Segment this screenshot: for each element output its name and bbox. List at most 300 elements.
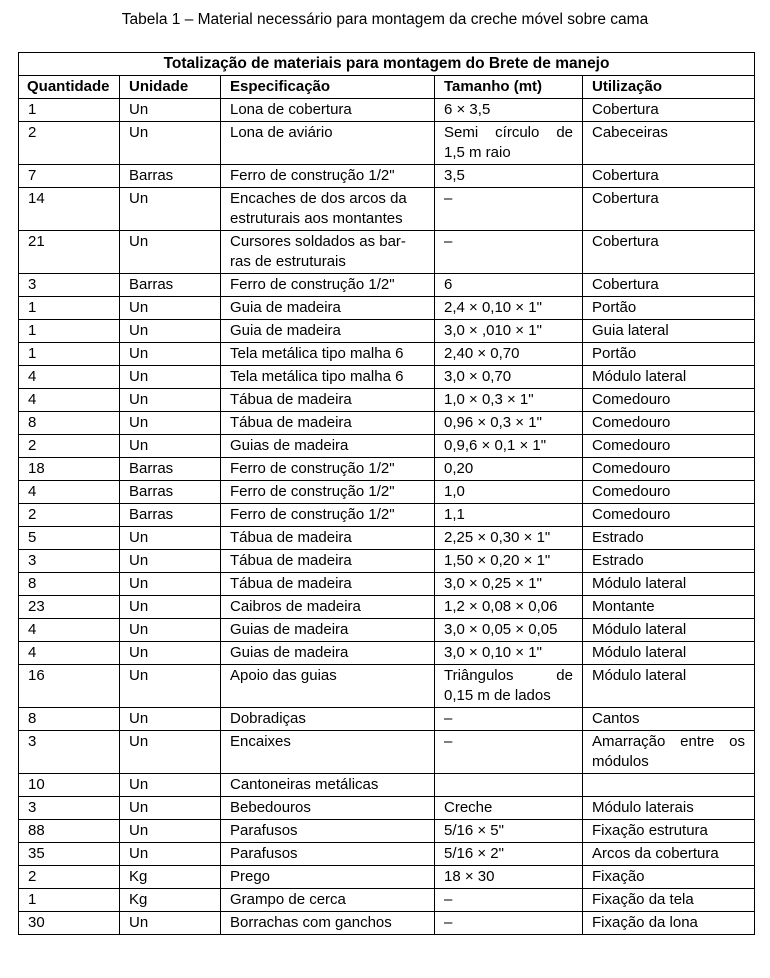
cell-quantidade: 4 (19, 642, 120, 665)
cell-tamanho (435, 188, 583, 231)
cell-unidade: Un (120, 550, 221, 573)
table-row (19, 912, 755, 935)
cell-tamanho-line: 3,5 (444, 167, 465, 184)
cell-quantidade: 4 (19, 366, 120, 389)
cell-tamanho-line: 2,25 × 0,30 × 1" (444, 529, 551, 546)
cell-especificacao-line: Encaixes (230, 733, 291, 750)
header-unidade: Unidade (120, 76, 221, 99)
cell-utilizacao-line: Amarração entre os (592, 733, 746, 750)
cell-tamanho (435, 527, 583, 550)
cell-unidade: Un (120, 527, 221, 550)
cell-tamanho-line: 3,0 × 0,70 (444, 368, 512, 385)
cell-utilizacao (583, 619, 755, 642)
cell-especificacao-line: Tábua de madeira (230, 575, 352, 592)
cell-quantidade: 21 (19, 231, 120, 274)
cell-especificacao-line: Caibros de madeira (230, 598, 361, 615)
cell-tamanho-line: 1,5 m raio (444, 144, 511, 161)
cell-especificacao (221, 435, 435, 458)
cell-quantidade: 2 (19, 866, 120, 889)
cell-tamanho (435, 504, 583, 527)
cell-utilizacao (583, 889, 755, 912)
cell-tamanho-line: 6 × 3,5 (444, 101, 491, 118)
cell-utilizacao-line: Cantos (592, 710, 640, 727)
cell-utilizacao-line: Módulo laterais (592, 799, 694, 816)
cell-especificacao-line: Tábua de madeira (230, 529, 352, 546)
cell-tamanho (435, 573, 583, 596)
cell-utilizacao-line: Fixação (592, 868, 645, 885)
cell-especificacao-line: Ferro de construção 1/2" (230, 167, 395, 184)
cell-utilizacao (583, 343, 755, 366)
table-row (19, 731, 755, 774)
cell-quantidade: 16 (19, 665, 120, 708)
cell-utilizacao-line: Cobertura (592, 233, 659, 250)
cell-tamanho-line: – (444, 710, 453, 727)
cell-especificacao-line: Parafusos (230, 845, 298, 862)
cell-tamanho-line: 3,0 × 0,10 × 1" (444, 644, 542, 661)
cell-tamanho-line: 3,0 × 0,05 × 0,05 (444, 621, 558, 638)
cell-utilizacao (583, 458, 755, 481)
cell-quantidade: 2 (19, 122, 120, 165)
cell-unidade: Un (120, 412, 221, 435)
header-tamanho: Tamanho (mt) (435, 76, 583, 99)
table-row (19, 99, 755, 122)
header-utilizacao: Utilização (583, 76, 755, 99)
cell-especificacao (221, 527, 435, 550)
cell-unidade: Un (120, 843, 221, 866)
cell-utilizacao (583, 820, 755, 843)
cell-especificacao (221, 731, 435, 774)
cell-especificacao (221, 708, 435, 731)
cell-utilizacao (583, 188, 755, 231)
cell-especificacao (221, 912, 435, 935)
cell-quantidade: 10 (19, 774, 120, 797)
cell-tamanho-line: 1,0 × 0,3 × 1" (444, 391, 534, 408)
cell-utilizacao-line: Comedouro (592, 506, 671, 523)
cell-tamanho (435, 458, 583, 481)
cell-utilizacao (583, 642, 755, 665)
cell-especificacao-line: Bebedouros (230, 799, 311, 816)
cell-utilizacao-line: Portão (592, 299, 637, 316)
cell-utilizacao (583, 797, 755, 820)
cell-especificacao-line: Dobradiças (230, 710, 306, 727)
cell-quantidade: 3 (19, 274, 120, 297)
cell-especificacao (221, 866, 435, 889)
cell-unidade: Barras (120, 481, 221, 504)
cell-unidade: Un (120, 774, 221, 797)
cell-unidade: Un (120, 912, 221, 935)
cell-quantidade: 88 (19, 820, 120, 843)
cell-especificacao (221, 297, 435, 320)
cell-utilizacao-line: Cabeceiras (592, 124, 668, 141)
table-header-row (19, 76, 755, 99)
cell-especificacao (221, 843, 435, 866)
cell-quantidade: 2 (19, 504, 120, 527)
cell-especificacao (221, 122, 435, 165)
cell-especificacao-line: Apoio das guias (230, 667, 337, 684)
cell-especificacao-line: Lona de aviário (230, 124, 333, 141)
cell-utilizacao-line: Guia lateral (592, 322, 669, 339)
cell-quantidade: 8 (19, 573, 120, 596)
cell-especificacao-line: Guias de madeira (230, 621, 349, 638)
cell-especificacao (221, 343, 435, 366)
cell-especificacao (221, 231, 435, 274)
table-row (19, 527, 755, 550)
table-row (19, 122, 755, 165)
cell-especificacao (221, 797, 435, 820)
cell-unidade: Un (120, 797, 221, 820)
cell-quantidade: 1 (19, 99, 120, 122)
cell-tamanho-line: 0,15 m de lados (444, 687, 551, 704)
cell-tamanho (435, 774, 583, 797)
cell-especificacao (221, 889, 435, 912)
cell-unidade: Un (120, 596, 221, 619)
cell-tamanho-line: 3,0 × 0,25 × 1" (444, 575, 542, 592)
cell-unidade: Un (120, 731, 221, 774)
cell-quantidade: 8 (19, 708, 120, 731)
cell-especificacao-line: Guia de madeira (230, 299, 341, 316)
cell-especificacao (221, 550, 435, 573)
header-quantidade: Quantidade (19, 76, 120, 99)
cell-utilizacao-line: Módulo lateral (592, 667, 687, 684)
cell-especificacao-line: estruturais aos montantes (230, 210, 403, 227)
cell-tamanho (435, 481, 583, 504)
cell-utilizacao-line: Cobertura (592, 190, 659, 207)
cell-utilizacao (583, 866, 755, 889)
cell-especificacao (221, 774, 435, 797)
cell-quantidade: 1 (19, 297, 120, 320)
cell-unidade: Barras (120, 458, 221, 481)
cell-utilizacao (583, 274, 755, 297)
cell-utilizacao-line: Cobertura (592, 276, 659, 293)
cell-especificacao-line: Grampo de cerca (230, 891, 346, 908)
table-row (19, 866, 755, 889)
cell-unidade: Un (120, 389, 221, 412)
cell-quantidade: 3 (19, 797, 120, 820)
cell-especificacao-line: Ferro de construção 1/2" (230, 506, 395, 523)
cell-tamanho-line: 5/16 × 2" (444, 845, 504, 862)
cell-utilizacao-line: Módulo lateral (592, 621, 687, 638)
cell-utilizacao (583, 165, 755, 188)
cell-utilizacao-line: Fixação da tela (592, 891, 694, 908)
cell-unidade: Un (120, 366, 221, 389)
cell-especificacao-line: Guia de madeira (230, 322, 341, 339)
table-row (19, 573, 755, 596)
cell-tamanho (435, 297, 583, 320)
cell-especificacao (221, 320, 435, 343)
cell-tamanho (435, 231, 583, 274)
cell-especificacao (221, 412, 435, 435)
cell-utilizacao (583, 573, 755, 596)
cell-quantidade: 3 (19, 731, 120, 774)
cell-tamanho-line: Triângulos de (444, 667, 573, 684)
cell-tamanho (435, 797, 583, 820)
table-row (19, 550, 755, 573)
table-row (19, 343, 755, 366)
cell-unidade: Un (120, 619, 221, 642)
cell-especificacao-line: Tábua de madeira (230, 414, 352, 431)
cell-tamanho (435, 366, 583, 389)
cell-quantidade: 18 (19, 458, 120, 481)
cell-utilizacao (583, 99, 755, 122)
table-row (19, 320, 755, 343)
cell-quantidade: 14 (19, 188, 120, 231)
table-row (19, 481, 755, 504)
cell-especificacao-line: Cantoneiras metálicas (230, 776, 379, 793)
cell-quantidade: 8 (19, 412, 120, 435)
table-row (19, 231, 755, 274)
cell-quantidade: 4 (19, 481, 120, 504)
cell-tamanho (435, 912, 583, 935)
table-row (19, 188, 755, 231)
cell-utilizacao-line: Estrado (592, 552, 644, 569)
cell-especificacao-line: Ferro de construção 1/2" (230, 483, 395, 500)
cell-especificacao (221, 188, 435, 231)
cell-quantidade: 4 (19, 389, 120, 412)
table-row (19, 843, 755, 866)
cell-quantidade: 3 (19, 550, 120, 573)
cell-especificacao-line: Tela metálica tipo malha 6 (230, 368, 404, 385)
cell-tamanho-line: 0,20 (444, 460, 474, 477)
cell-especificacao-line: Ferro de construção 1/2" (230, 460, 395, 477)
table-row (19, 274, 755, 297)
table-row (19, 642, 755, 665)
cell-utilizacao-line: Montante (592, 598, 655, 615)
cell-unidade: Un (120, 122, 221, 165)
cell-unidade: Kg (120, 889, 221, 912)
cell-tamanho-line: 1,1 (444, 506, 465, 523)
cell-unidade: Un (120, 665, 221, 708)
cell-especificacao-line: ras de estruturais (230, 253, 346, 270)
table-row (19, 297, 755, 320)
cell-utilizacao-line: Comedouro (592, 483, 671, 500)
cell-tamanho (435, 820, 583, 843)
header-especificacao: Especificação (221, 76, 435, 99)
cell-especificacao (221, 389, 435, 412)
cell-utilizacao-line: Módulo lateral (592, 644, 687, 661)
cell-quantidade: 2 (19, 435, 120, 458)
cell-utilizacao (583, 481, 755, 504)
cell-unidade: Un (120, 188, 221, 231)
cell-tamanho (435, 99, 583, 122)
cell-utilizacao (583, 389, 755, 412)
cell-especificacao (221, 596, 435, 619)
cell-quantidade: 4 (19, 619, 120, 642)
cell-utilizacao (583, 912, 755, 935)
cell-utilizacao (583, 708, 755, 731)
cell-tamanho-line: 5/16 × 5" (444, 822, 504, 839)
cell-tamanho-line: 18 × 30 (444, 868, 495, 885)
cell-unidade: Un (120, 297, 221, 320)
cell-unidade: Un (120, 820, 221, 843)
table-row (19, 596, 755, 619)
cell-tamanho (435, 843, 583, 866)
materials-table (18, 52, 755, 935)
cell-tamanho (435, 435, 583, 458)
table-row (19, 619, 755, 642)
table-row (19, 435, 755, 458)
cell-utilizacao (583, 731, 755, 774)
cell-tamanho (435, 320, 583, 343)
table-row (19, 708, 755, 731)
cell-utilizacao-line: Cobertura (592, 101, 659, 118)
cell-utilizacao-line: Comedouro (592, 437, 671, 454)
cell-tamanho (435, 389, 583, 412)
cell-tamanho (435, 165, 583, 188)
cell-utilizacao (583, 122, 755, 165)
cell-tamanho (435, 866, 583, 889)
cell-utilizacao (583, 297, 755, 320)
cell-utilizacao (583, 231, 755, 274)
cell-unidade: Un (120, 231, 221, 274)
cell-tamanho-line: Creche (444, 799, 493, 816)
cell-unidade: Barras (120, 165, 221, 188)
cell-utilizacao (583, 435, 755, 458)
cell-especificacao (221, 573, 435, 596)
cell-especificacao (221, 274, 435, 297)
cell-utilizacao-line: Estrado (592, 529, 644, 546)
cell-tamanho (435, 122, 583, 165)
table-row (19, 889, 755, 912)
cell-especificacao (221, 165, 435, 188)
cell-especificacao (221, 504, 435, 527)
cell-tamanho (435, 665, 583, 708)
cell-utilizacao-line: Fixação estrutura (592, 822, 708, 839)
table-title: Totalização de materiais para montagem do Brete de manejo (19, 53, 755, 76)
cell-utilizacao-line: Comedouro (592, 391, 671, 408)
cell-tamanho-line: 2,4 × 0,10 × 1" (444, 299, 542, 316)
cell-utilizacao (583, 774, 755, 797)
cell-especificacao-line: Guias de madeira (230, 437, 349, 454)
cell-utilizacao (583, 665, 755, 708)
cell-especificacao-line: Tela metálica tipo malha 6 (230, 345, 404, 362)
cell-utilizacao-line: Arcos da cobertura (592, 845, 719, 862)
cell-tamanho-line: 0,9,6 × 0,1 × 1" (444, 437, 547, 454)
cell-utilizacao-line: Módulo lateral (592, 368, 687, 385)
cell-especificacao-line: Cursores soldados as bar- (230, 233, 406, 250)
cell-tamanho (435, 550, 583, 573)
table-row (19, 412, 755, 435)
cell-quantidade: 5 (19, 527, 120, 550)
cell-quantidade: 7 (19, 165, 120, 188)
cell-tamanho (435, 642, 583, 665)
cell-utilizacao (583, 527, 755, 550)
cell-tamanho-line: – (444, 233, 453, 250)
cell-tamanho-line: 1,50 × 0,20 × 1" (444, 552, 551, 569)
table-row (19, 389, 755, 412)
table-row (19, 366, 755, 389)
cell-unidade: Barras (120, 274, 221, 297)
cell-tamanho-line: – (444, 914, 453, 931)
cell-tamanho-line: 0,96 × 0,3 × 1" (444, 414, 542, 431)
cell-especificacao-line: Tábua de madeira (230, 552, 352, 569)
cell-especificacao-line: Lona de cobertura (230, 101, 352, 118)
cell-quantidade: 35 (19, 843, 120, 866)
table-row (19, 165, 755, 188)
cell-unidade: Un (120, 343, 221, 366)
cell-utilizacao (583, 366, 755, 389)
cell-tamanho-line: Semi círculo de (444, 124, 573, 141)
cell-unidade: Un (120, 573, 221, 596)
cell-utilizacao (583, 320, 755, 343)
cell-quantidade: 1 (19, 343, 120, 366)
cell-especificacao (221, 619, 435, 642)
cell-utilizacao-line: Cobertura (592, 167, 659, 184)
cell-utilizacao (583, 843, 755, 866)
cell-tamanho-line: – (444, 891, 453, 908)
cell-tamanho-line: 3,0 × ,010 × 1" (444, 322, 542, 339)
cell-utilizacao-line: Fixação da lona (592, 914, 698, 931)
cell-especificacao (221, 458, 435, 481)
cell-utilizacao (583, 412, 755, 435)
table-row (19, 665, 755, 708)
cell-tamanho (435, 596, 583, 619)
cell-unidade: Un (120, 708, 221, 731)
cell-tamanho (435, 708, 583, 731)
cell-utilizacao-line: Módulo lateral (592, 575, 687, 592)
cell-especificacao-line: Guias de madeira (230, 644, 349, 661)
cell-especificacao-line: Encaches de dos arcos da (230, 190, 407, 207)
cell-utilizacao-line: módulos (592, 753, 649, 770)
cell-especificacao-line: Borrachas com ganchos (230, 914, 392, 931)
cell-quantidade: 23 (19, 596, 120, 619)
cell-especificacao-line: Tábua de madeira (230, 391, 352, 408)
cell-tamanho-line (444, 776, 448, 793)
cell-tamanho-line: 1,0 (444, 483, 465, 500)
cell-unidade: Barras (120, 504, 221, 527)
table-row (19, 458, 755, 481)
cell-tamanho (435, 619, 583, 642)
cell-tamanho-line: – (444, 190, 453, 207)
cell-especificacao-line: Prego (230, 868, 271, 885)
cell-utilizacao (583, 504, 755, 527)
cell-quantidade: 30 (19, 912, 120, 935)
cell-especificacao (221, 99, 435, 122)
table-row (19, 797, 755, 820)
cell-quantidade: 1 (19, 320, 120, 343)
cell-utilizacao-line: Comedouro (592, 414, 671, 431)
cell-tamanho (435, 343, 583, 366)
table-caption: Tabela 1 – Material necessário para montagem da creche móvel sobre cama (121, 11, 649, 28)
cell-utilizacao (583, 550, 755, 573)
cell-utilizacao-line: Portão (592, 345, 637, 362)
cell-especificacao (221, 481, 435, 504)
cell-especificacao (221, 642, 435, 665)
cell-especificacao (221, 820, 435, 843)
cell-especificacao-line: Parafusos (230, 822, 298, 839)
cell-tamanho (435, 412, 583, 435)
cell-utilizacao-line (592, 776, 596, 793)
cell-tamanho (435, 274, 583, 297)
cell-unidade: Un (120, 99, 221, 122)
cell-utilizacao (583, 596, 755, 619)
cell-especificacao (221, 366, 435, 389)
cell-tamanho-line: 1,2 × 0,08 × 0,06 (444, 598, 558, 615)
cell-tamanho-line: 6 (444, 276, 453, 293)
cell-unidade: Un (120, 435, 221, 458)
cell-tamanho (435, 889, 583, 912)
cell-especificacao (221, 665, 435, 708)
cell-tamanho-line: – (444, 733, 453, 750)
cell-utilizacao-line: Comedouro (592, 460, 671, 477)
cell-unidade: Kg (120, 866, 221, 889)
cell-quantidade: 1 (19, 889, 120, 912)
cell-especificacao-line: Ferro de construção 1/2" (230, 276, 395, 293)
cell-unidade: Un (120, 642, 221, 665)
cell-unidade: Un (120, 320, 221, 343)
table-row (19, 820, 755, 843)
table-row (19, 774, 755, 797)
table-row (19, 504, 755, 527)
